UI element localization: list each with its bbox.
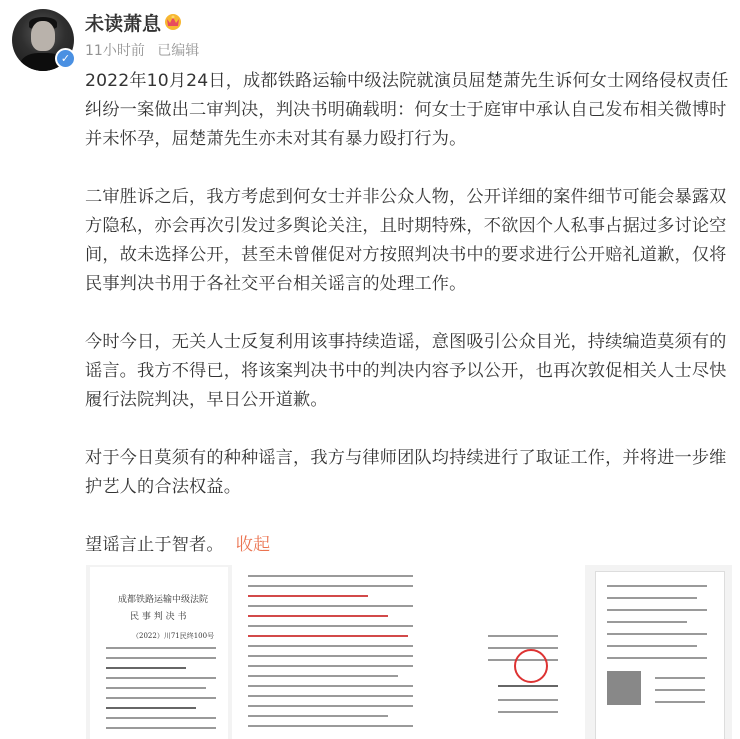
- image-thumbnail-3[interactable]: [428, 565, 575, 739]
- image-thumbnail-2[interactable]: [238, 565, 422, 739]
- doc-case-number: （2022）川71民终100号: [132, 632, 215, 640]
- edited-label[interactable]: 已编辑: [157, 43, 200, 59]
- post-paragraph: 2022年10月24日，成都铁路运输中级法院就演员屈楚萧先生诉何女士网络侵权责任纠纷一案做出二审判决，判决书明确载明：何女士于庭审中承认自己发布相关微博时并未怀孕，屈楚萧先生亦未对其有暴力殴打行为。: [85, 71, 729, 149]
- username[interactable]: 未读萧息: [85, 13, 162, 35]
- doc-court-title: 成都铁路运输中级法院: [118, 595, 209, 605]
- post-time[interactable]: 11小时前: [85, 43, 145, 59]
- post-meta: [85, 40, 199, 60]
- doc-type-title: 民 事 判 决 书: [130, 612, 187, 622]
- court-seal-icon: [514, 649, 548, 683]
- post-paragraph: 二审胜诉之后，我方考虑到何女士并非公众人物，公开详细的案件细节可能会暴露双方隐私，亦会再次引发过多舆论关注，且时期特殊，不欲因个人私事占据过多讨论空间，故未选择公开，甚至未曾催促对方按照判决书中的要求进行公开赔礼道歉，仅将民事判决书用于各社交平台相关谣言的处理工作。: [85, 187, 727, 294]
- qr-code-icon: [607, 671, 641, 705]
- post-body: [85, 67, 730, 589]
- image-gallery: [0, 565, 740, 739]
- verified-badge-icon: ✓: [55, 48, 76, 69]
- post-paragraph: 对于今日莫须有的种种谣言，我方与律师团队均持续进行了取证工作，并将进一步维护艺人的合法权益。: [85, 448, 727, 497]
- post-paragraph: 今时今日，无关人士反复利用该事持续造谣，意图吸引公众目光，持续编造莫须有的谣言。我方不得已，将该案判决书中的判决内容予以公开，也再次敦促相关人士尽快履行法院判决，早日公开道歉。: [85, 332, 727, 410]
- image-thumbnail-1[interactable]: [86, 565, 232, 739]
- closing-text: 望谣言止于智者。: [85, 535, 224, 555]
- crown-vip-icon: [163, 11, 183, 31]
- avatar-face: [31, 21, 55, 51]
- image-thumbnail-4[interactable]: [585, 565, 732, 739]
- post-closing: [85, 531, 730, 560]
- collapse-link[interactable]: 收起: [235, 535, 271, 555]
